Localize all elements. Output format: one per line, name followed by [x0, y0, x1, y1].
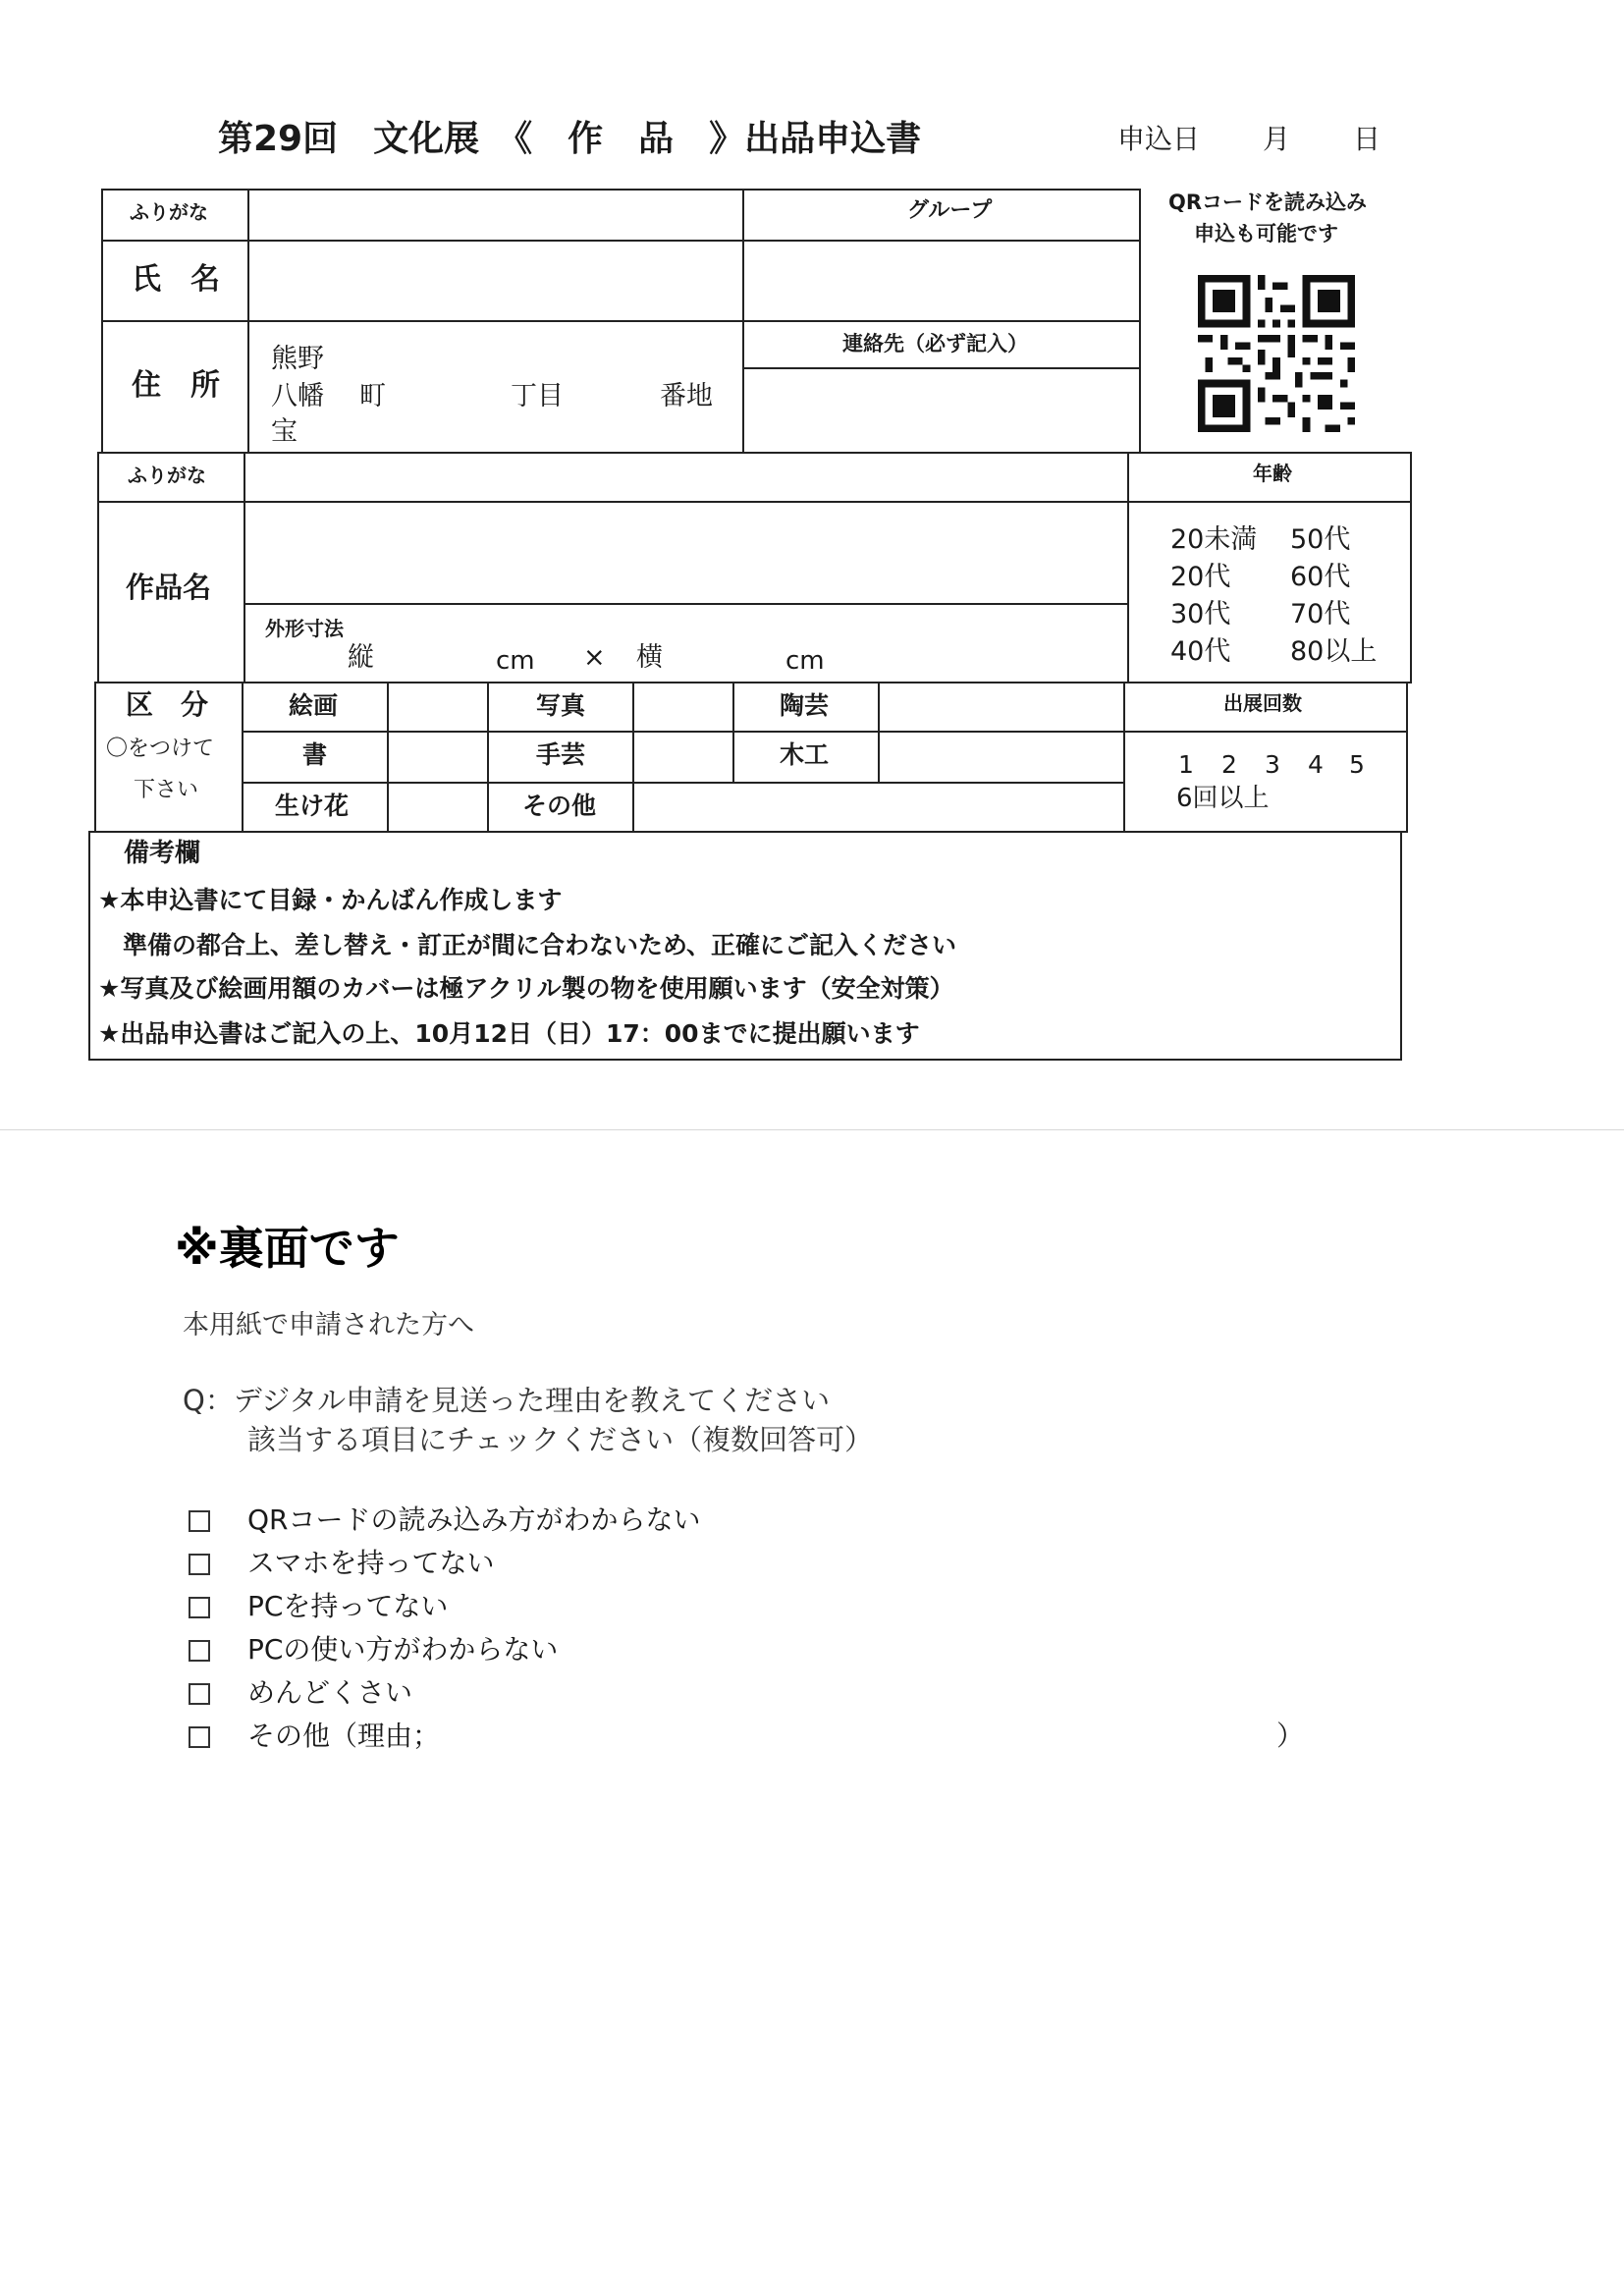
address-line3: 宝: [271, 416, 298, 447]
age-option[interactable]: 20未満: [1170, 524, 1258, 555]
category-other[interactable]: その他: [522, 792, 597, 820]
exhibit-count-label: 出展回数: [1223, 691, 1302, 715]
date-label: 申込日: [1117, 123, 1201, 155]
month-label: 月: [1263, 123, 1291, 155]
contact-field[interactable]: [746, 371, 1137, 450]
category-ceramics[interactable]: 陶芸: [780, 691, 830, 720]
option-label: PCの使い方がわからない: [247, 1633, 559, 1666]
option-checkbox[interactable]: [189, 1597, 210, 1618]
back-intro: 本用紙で申請された方へ: [183, 1310, 474, 1340]
option-checkbox[interactable]: [189, 1640, 210, 1662]
work-name-field[interactable]: [247, 505, 1123, 601]
furigana-label: ふりがな: [130, 200, 208, 224]
category-note-line1: 〇をつけて: [106, 737, 215, 761]
age-label: 年齢: [1253, 462, 1292, 485]
back-heading: ※裏面です: [175, 1222, 400, 1275]
other-close-paren: ）: [1276, 1720, 1305, 1752]
exhibit-count-option-more[interactable]: 6回以上: [1176, 784, 1270, 813]
option-label: PCを持ってない: [247, 1590, 449, 1622]
name-field[interactable]: [251, 244, 738, 318]
form-title: 第29回 文化展 《 作 品 》出品申込書: [218, 119, 922, 159]
address-line1: 熊野: [271, 344, 324, 374]
option-label: その他（理由；: [247, 1720, 441, 1752]
option-label: QRコードの読み込み方がわからない: [247, 1503, 701, 1536]
question-line1: Q：デジタル申請を見送った理由を教えてください: [183, 1384, 831, 1417]
remark-line: 準備の都合上、差し替え・訂正が間に合わないため、正確にご記入ください: [98, 931, 957, 959]
remarks-label: 備考欄: [124, 839, 201, 868]
furigana-field[interactable]: [251, 192, 738, 238]
age-option[interactable]: 40代: [1170, 636, 1231, 667]
question-line2: 該当する項目にチェックください（複数回答可）: [247, 1423, 874, 1456]
remark-line: ★写真及び絵画用額のカバーは極アクリル製の物を使用願います（安全対策）: [98, 974, 954, 1003]
qr-note-line2: 申込も可能です: [1194, 222, 1338, 246]
exhibit-count-option[interactable]: 1: [1178, 750, 1194, 779]
age-option[interactable]: 30代: [1170, 599, 1231, 629]
address-line2-d: 番地: [660, 381, 713, 411]
option-checkbox[interactable]: [189, 1510, 210, 1532]
category-note-line2: 下さい: [134, 778, 199, 802]
size-cm2: cm: [785, 646, 825, 676]
category-woodwork[interactable]: 木工: [780, 740, 830, 769]
page-divider: [0, 1129, 1624, 1130]
category-calligraphy[interactable]: 書: [302, 740, 328, 769]
address-line2-c: 丁目: [511, 381, 564, 411]
exhibit-count-option[interactable]: 5: [1349, 750, 1365, 779]
exhibit-count-option[interactable]: 3: [1265, 750, 1280, 779]
age-option[interactable]: 20代: [1170, 562, 1231, 592]
age-option[interactable]: 70代: [1290, 599, 1351, 629]
size-cm1: cm: [496, 646, 535, 676]
address-label: 住 所: [132, 368, 220, 403]
size-width-label: 横: [636, 642, 663, 673]
contact-label: 連絡先（必ず記入）: [842, 332, 1028, 355]
group-field[interactable]: [746, 244, 1137, 318]
work-furigana-field[interactable]: [247, 456, 1123, 499]
option-checkbox[interactable]: [189, 1683, 210, 1705]
remark-line: ★本申込書にて目録・かんばん作成します: [98, 886, 563, 914]
day-label: 日: [1353, 123, 1381, 155]
option-checkbox[interactable]: [189, 1726, 210, 1748]
name-label: 氏 名: [132, 262, 220, 297]
address-line2-a: 八幡: [271, 381, 324, 411]
age-option[interactable]: 80以上: [1290, 636, 1378, 667]
exhibit-count-option[interactable]: 4: [1308, 750, 1324, 779]
size-label: 外形寸法: [265, 617, 344, 640]
qr-note-line1: QRコードを読み込み: [1168, 191, 1368, 214]
group-label: グループ: [907, 198, 993, 223]
category-ikebana[interactable]: 生け花: [275, 792, 350, 820]
age-option[interactable]: 60代: [1290, 562, 1351, 592]
category-label: 区 分: [126, 688, 209, 721]
option-label: めんどくさい: [247, 1676, 413, 1709]
category-photo[interactable]: 写真: [536, 691, 586, 720]
exhibit-count-option[interactable]: 2: [1221, 750, 1237, 779]
option-label: スマホを持ってない: [247, 1547, 495, 1579]
category-painting[interactable]: 絵画: [289, 691, 339, 720]
size-height-label: 縦: [348, 642, 374, 673]
work-name-label: 作品名: [126, 571, 212, 604]
size-times: ×: [583, 642, 606, 673]
category-handicraft[interactable]: 手芸: [536, 740, 586, 769]
option-checkbox[interactable]: [189, 1554, 210, 1575]
age-option[interactable]: 50代: [1290, 524, 1351, 555]
other-reason-field[interactable]: [491, 1719, 1276, 1756]
work-furigana-label: ふりがな: [128, 464, 206, 487]
qr-code-icon[interactable]: [1194, 275, 1359, 432]
address-line2-b: 町: [359, 381, 386, 411]
remark-line: ★出品申込書はご記入の上、10月12日（日）17：00までに提出願います: [98, 1019, 920, 1048]
